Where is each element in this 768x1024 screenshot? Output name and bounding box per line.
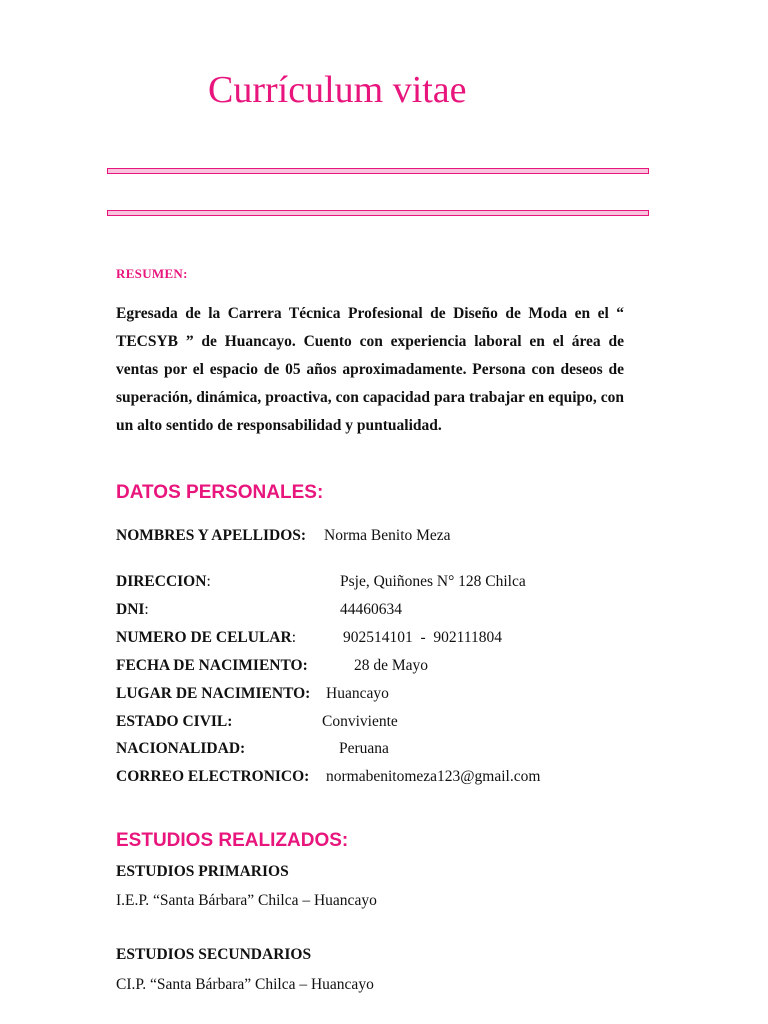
field-correo [116,768,541,786]
datos-personales-heading: DATOS PERSONALES: [116,482,324,503]
field-label: CORREO ELECTRONICO: [116,768,310,785]
field-value: 28 de Mayo [354,657,429,674]
field-nombres [116,527,451,545]
field-label: DNI [116,601,145,618]
field-value: 902514101 - 902111804 [343,629,503,646]
estudios-secundarios-value: CI.P. “Santa Bárbara” Chilca – Huancayo [116,976,374,993]
field-nacionalidad [116,740,389,758]
field-value: normabenitomeza123@gmail.com [326,768,541,785]
field-label: NACIONALIDAD: [116,740,246,757]
field-colon: : [291,629,296,646]
page-title: Currículum vitae [208,69,467,111]
field-label: NUMERO DE CELULAR [116,629,292,646]
field-colon: : [144,601,149,618]
field-dni [116,601,402,619]
estudios-primarios-label: ESTUDIOS PRIMARIOS [116,863,289,880]
field-value: Huancayo [326,685,389,702]
estudios-primarios-value: I.E.P. “Santa Bárbara” Chilca – Huancayo [116,892,377,909]
field-colon: : [206,573,211,590]
field-label: DIRECCION [116,573,207,590]
field-celular [116,629,503,647]
field-estado-civil [116,713,398,731]
field-value: Norma Benito Meza [324,527,451,544]
field-label: ESTADO CIVIL: [116,713,233,730]
field-value: 44460634 [340,601,402,618]
field-label: FECHA DE NACIMIENTO: [116,657,308,674]
field-value: Conviviente [322,713,398,730]
divider-bar-top [107,168,649,174]
divider-bar-bottom [107,210,649,216]
resumen-text: Egresada de la Carrera Técnica Profesional de Diseño de Moda en el “ TECSYB ” de Huancayo. Cuento con experiencia laboral en el área de ventas por el espacio de 05 años aproximadamente. Persona con deseos de superación, dinámica, proactiva, con capacidad para trabajar en equipo, con un alto sentido de responsabilidad y puntualidad. [116,305,624,434]
field-label: LUGAR DE NACIMIENTO: [116,685,311,702]
field-value: Peruana [339,740,389,757]
estudios-secundarios-label: ESTUDIOS SECUNDARIOS [116,946,312,963]
field-lugar-nacimiento [116,685,389,703]
field-direccion [116,573,526,591]
field-fecha-nacimiento [116,657,429,675]
resumen-heading: RESUMEN: [116,266,188,281]
field-value: Psje, Quiñones N° 128 Chilca [340,573,526,590]
field-label: NOMBRES Y APELLIDOS: [116,527,307,544]
estudios-heading: ESTUDIOS REALIZADOS: [116,830,349,851]
